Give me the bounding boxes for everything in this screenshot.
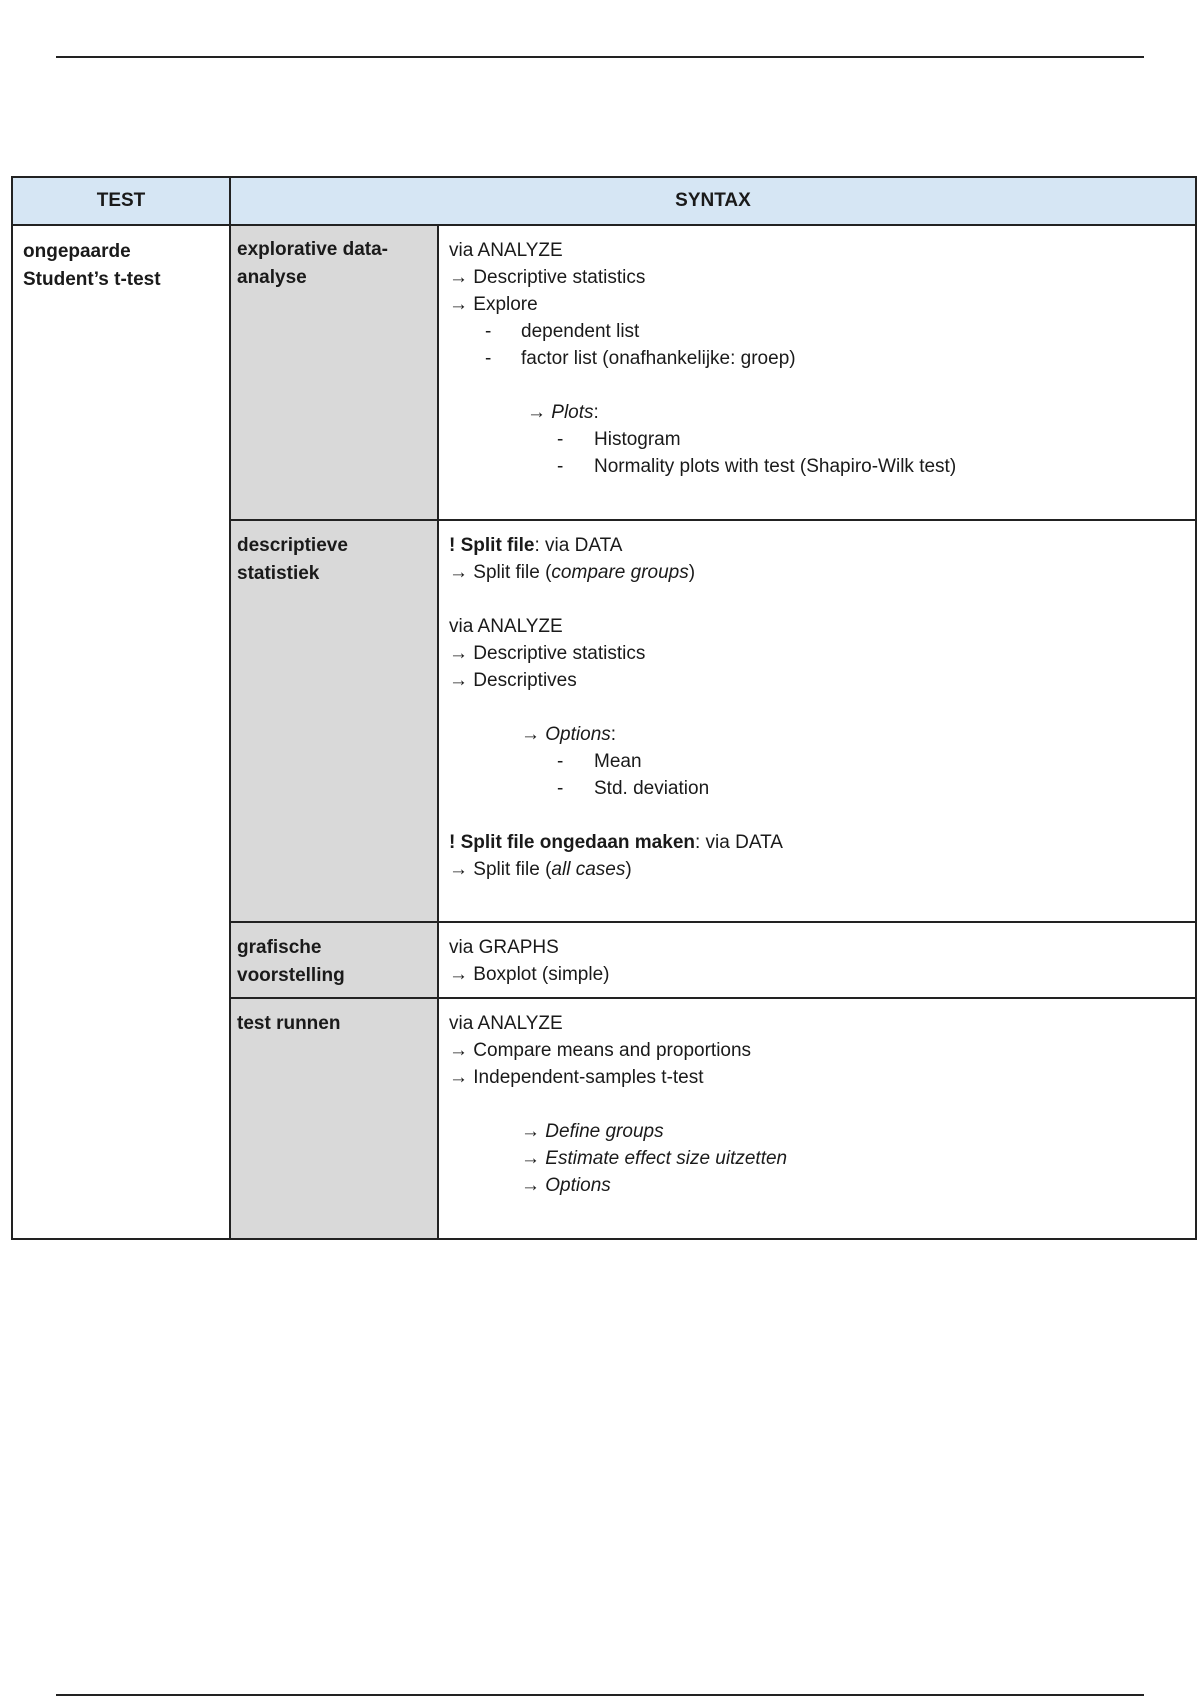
content-exploratory [449, 237, 1184, 480]
options-line [449, 721, 1184, 748]
content-line: → Descriptive statistics [449, 267, 646, 288]
step-exploratory [237, 236, 427, 292]
step-label-line: test runnen [237, 1013, 341, 1034]
content-line: via GRAPHS [449, 937, 559, 958]
italic-text: compare groups [551, 562, 689, 583]
content-line: via ANALYZE [449, 616, 563, 637]
content-line: → Define groups [521, 1121, 664, 1142]
bullet-item [449, 453, 1184, 480]
plots-label: Plots [551, 402, 594, 423]
content-line: → Estimate effect size uitzetten [521, 1148, 788, 1169]
dash: - [557, 429, 564, 450]
test-name-line2: Student’s t-test [23, 269, 161, 290]
content-line: via ANALYZE [449, 1013, 563, 1034]
content-line: → Descriptive statistics [449, 643, 646, 664]
step-label-line: explorative data- [237, 239, 388, 260]
content-line [449, 856, 1184, 883]
dash: - [557, 751, 564, 772]
step-label-line: voorstelling [237, 965, 345, 986]
colon: : [593, 402, 599, 423]
text: : via DATA [695, 832, 783, 853]
bold-text: ! Split file ongedaan maken [449, 832, 695, 853]
content-line: → Independent-samples t-test [449, 1067, 704, 1088]
dash: - [485, 321, 492, 342]
test-name-line1: ongepaarde [23, 241, 131, 262]
bullet-text: Mean [594, 751, 642, 772]
test-name-cell [13, 226, 229, 1238]
content-line: → Compare means and proportions [449, 1040, 752, 1061]
colon: : [610, 724, 617, 745]
text: ) [688, 562, 696, 583]
options-label: Options [545, 724, 611, 745]
arrow: → [521, 724, 546, 745]
step-graphical [237, 934, 427, 990]
plots-line [449, 399, 1184, 426]
dash: - [485, 348, 492, 369]
bullet-text: factor list (onafhankelijke: groep) [521, 348, 796, 369]
content-line: → Explore [449, 294, 538, 315]
content-graphical [449, 934, 1184, 988]
bullet-item [449, 345, 1184, 372]
step-column [229, 226, 439, 1238]
dash: - [557, 456, 564, 477]
header-test: TEST [11, 176, 231, 226]
step-run-test [237, 1010, 427, 1038]
bottom-rule [56, 1694, 1144, 1696]
bold-text: ! Split file [449, 535, 535, 556]
content-line: → Boxplot (simple) [449, 964, 610, 985]
arrow: → [527, 402, 552, 423]
bullet-item [449, 748, 1184, 775]
text: → Split file ( [449, 859, 552, 880]
content-line [449, 532, 1184, 559]
content-line: → Options [521, 1175, 611, 1196]
step-label-line: descriptieve [237, 535, 348, 556]
bullet-text: Std. deviation [594, 778, 710, 799]
content-descriptive [449, 532, 1184, 883]
content-line [449, 559, 1184, 586]
text: : via DATA [534, 535, 623, 556]
step-descriptive [237, 532, 427, 588]
step-label-line: statistiek [237, 563, 320, 584]
header-syntax: SYNTAX [229, 176, 1197, 226]
top-rule [56, 56, 1144, 58]
text: ) [625, 859, 632, 880]
text: → Split file ( [449, 562, 552, 583]
step-label-line: analyse [237, 267, 307, 288]
content-line: → Descriptives [449, 670, 577, 691]
italic-text: all cases [551, 859, 626, 880]
bullet-item [449, 426, 1184, 453]
bullet-text: Normality plots with test (Shapiro-Wilk test) [594, 456, 957, 477]
content-run-test [449, 1010, 1184, 1199]
bullet-item [449, 318, 1184, 345]
row-divider [229, 997, 1195, 999]
bullet-text: dependent list [521, 321, 640, 342]
step-label-line: grafische [237, 937, 322, 958]
bullet-item [449, 775, 1184, 802]
bullet-text: Histogram [594, 429, 681, 450]
row-divider [229, 519, 1195, 521]
content-line: via ANALYZE [449, 240, 563, 261]
content-line [449, 829, 1184, 856]
dash: - [557, 778, 564, 799]
row-divider [229, 921, 1195, 923]
